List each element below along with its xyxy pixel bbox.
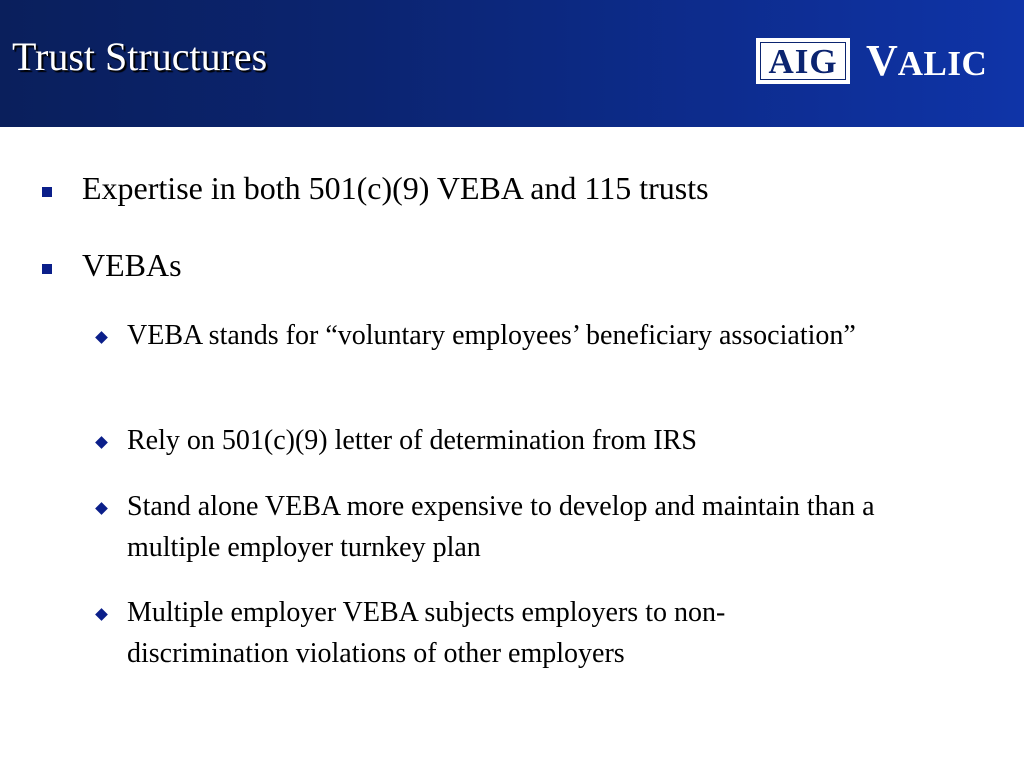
bullet-item: Expertise in both 501(c)(9) VEBA and 115 trusts — [82, 170, 709, 206]
bullet-item: VEBAs — [82, 247, 182, 283]
square-bullet-icon — [42, 187, 52, 197]
square-bullet-icon — [42, 264, 52, 274]
diamond-bullet-icon — [95, 608, 108, 621]
valic-logo-initial: V — [866, 36, 898, 85]
aig-logo-text: AIG — [768, 41, 838, 81]
diamond-bullet-icon — [95, 331, 108, 344]
diamond-bullet-icon — [95, 436, 108, 449]
slide-title: Trust Structures — [12, 34, 268, 79]
diamond-bullet-icon — [95, 502, 108, 515]
sub-bullet-item: Rely on 501(c)(9) letter of determination from IRS — [127, 425, 697, 456]
sub-bullet-item: VEBA stands for “voluntary employees’ beneficiary association” — [127, 320, 856, 351]
valic-logo-rest: ALIC — [897, 44, 988, 83]
sub-bullet-item: Multiple employer VEBA subjects employers to non-discrimination violations of other employers — [127, 597, 726, 669]
sub-bullet-item: Stand alone VEBA more expensive to develop and maintain than a multiple employer turnkey plan — [127, 491, 875, 563]
